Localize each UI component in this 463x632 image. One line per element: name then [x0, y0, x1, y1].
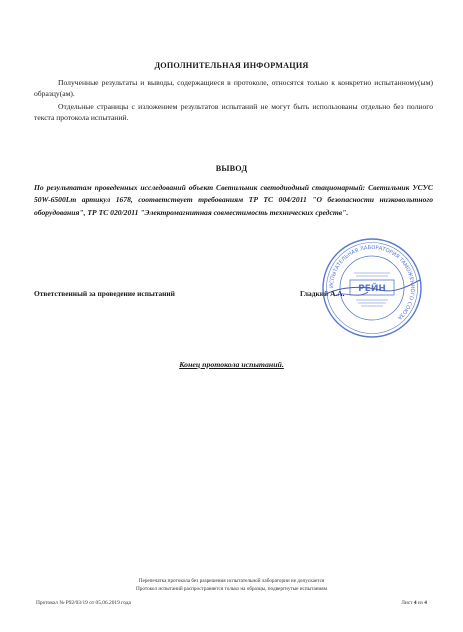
conclusion-title: ВЫВОД: [215, 164, 248, 173]
stamp-center-text: РЕЙН: [358, 284, 386, 294]
responsible-name: Гладкий А.А.: [300, 289, 345, 298]
end-of-protocol: Конец протокола испытаний.: [179, 360, 284, 369]
footer-protocol-number: Протокол № Р92/03/19 от 05.06.2019 года: [36, 600, 131, 606]
footer-note-reprint: Перепечатка протокола без разрешения испытательной лаборатории не допускается: [138, 578, 325, 584]
footer-page-number: [401, 600, 427, 606]
paragraph-1-text: Полученные результаты и выводы, содержащиеся в протоколе, относятся только к конкретно испытанному(ым) образцу(ам).: [34, 78, 433, 98]
sheet-total: 4: [424, 600, 427, 606]
paragraph-2-text: Отдельные страницы с изложением результатов испытаний не могут быть использованы отдельно без полного текста протокола испытаний.: [34, 102, 433, 122]
additional-info-title: ДОПОЛНИТЕЛЬНАЯ ИНФОРМАЦИЯ: [154, 61, 309, 70]
laboratory-stamp: [320, 236, 424, 340]
conclusion-text: По результатам проведенных исследований объект Светильник светодиодный стационарный: Светильник УСУС 50W-6500Lm артикул 1678, соответствует требованиям ТР ТС 004/2011 "О безопасности низковольтного оборудования", ТР ТС 020/2011 "Электромагнитная совместимость технических средств".: [34, 183, 433, 217]
additional-info-paragraph-1: [34, 77, 433, 99]
stamp-ring-textpath: ИСПЫТАТЕЛЬНАЯ ЛАБОРАТОРИЯ ТАМОЖЕННОГО СОЮЗА: [328, 244, 416, 321]
sheet-current: 4: [413, 600, 417, 606]
sheet-label: Лист: [401, 600, 413, 606]
responsible-label: Ответственный за проведение испытаний: [34, 289, 175, 298]
additional-info-paragraph-2: [34, 101, 433, 123]
footer-note-scope: Протокол испытаний распространяется только на образцы, подвергнутые испытаниям: [136, 586, 327, 592]
sheet-of: из: [417, 600, 423, 606]
